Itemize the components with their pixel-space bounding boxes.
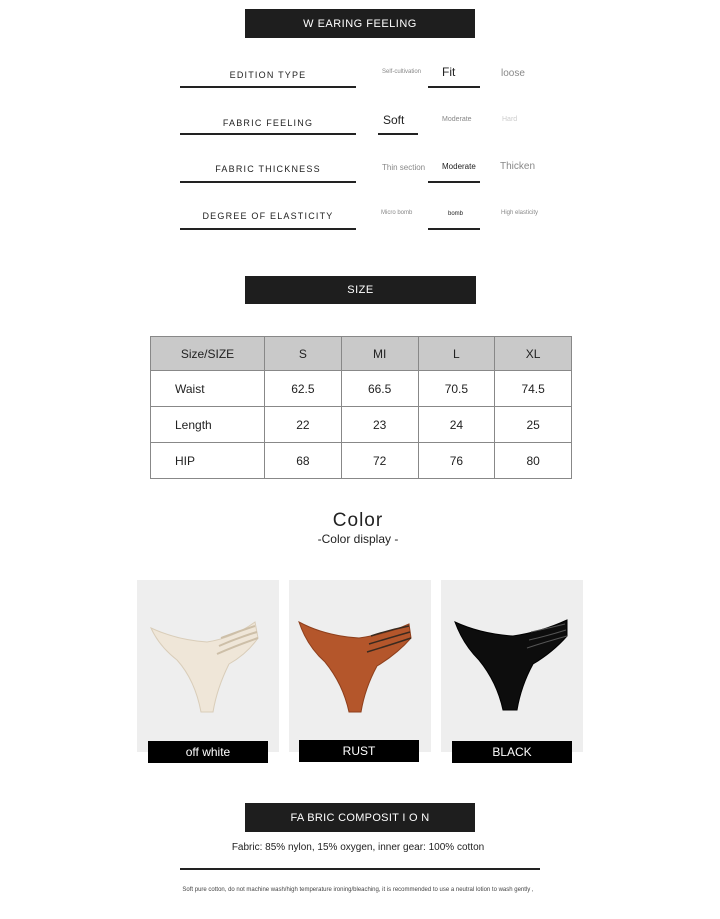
attr-label-degree-of-elasticity: DEGREE OF ELASTICITY [202,211,334,221]
option-underline [428,181,480,183]
option-thin-section: Thin section [382,163,426,172]
attr-label-fabric-thickness: FABRIC THICKNESS [215,164,321,174]
wearing-feeling-title: W EARING FEELING [303,17,417,30]
care-note: Soft pure cotton, do not machine wash/high temperature ironing/bleaching, it is recommended to use a neutral lotion to wash gently , [182,887,534,893]
table-cell: 72 [341,443,418,479]
table-row [151,443,572,479]
table-row [151,371,572,407]
table-cell: 23 [341,407,418,443]
table-cell: 24 [418,407,495,443]
briefs-shape [299,622,411,712]
size-banner [245,276,476,304]
attr-underline [180,228,356,230]
product-image-rust[interactable] [289,580,431,752]
size-header: XL [495,337,572,371]
option-soft: Soft [383,113,405,127]
option-moderate: Moderate [442,116,472,123]
option-underline [428,86,480,88]
size-title: SIZE [347,284,374,296]
option-loose: loose [501,68,525,79]
size-header: S [265,337,342,371]
table-cell: 80 [495,443,572,479]
briefs-rust-image [289,580,431,752]
table-cell: 66.5 [341,371,418,407]
option-bomb: bomb [448,211,464,217]
option-hard: Hard [502,116,518,123]
option-micro-bomb: Micro bomb [381,210,413,216]
wearing-feeling-banner [245,9,475,38]
option-underline [428,228,480,230]
table-cell: 74.5 [495,371,572,407]
table-cell: 76 [418,443,495,479]
option-high-elasticity: High elasticity [501,210,539,216]
row-label-waist: Waist [151,371,265,407]
attr-underline [180,133,356,135]
option-thicken: Thicken [500,161,536,172]
fabric-composition-banner [245,803,475,832]
product-image-off-white[interactable] [137,580,279,752]
briefs-black-image [441,580,583,752]
color-label-off-white: off white [148,741,268,763]
option-moderate: Moderate [442,162,476,171]
table-row [151,407,572,443]
option-underline [378,133,418,135]
color-label-black: BLACK [452,741,572,763]
fabric-composition-title: FA BRIC COMPOSIT I O N [290,811,430,824]
table-cell: 62.5 [265,371,342,407]
table-cell: 22 [265,407,342,443]
row-label-length: Length [151,407,265,443]
size-table-header-row [151,337,572,371]
option-self-cultivation: Self-cultivation [382,69,422,75]
attr-label-fabric-feeling: FABRIC FEELING [222,118,314,128]
divider [180,868,540,870]
size-header: L [418,337,495,371]
size-header: Size/SIZE [151,337,265,371]
option-fit: Fit [442,65,456,79]
table-cell: 70.5 [418,371,495,407]
attr-label-edition-type: EDITION TYPE [229,70,307,80]
attr-underline [180,181,356,183]
fabric-composition-text: Fabric: 85% nylon, 15% oxygen, inner gear: 100% cotton [231,842,485,853]
attr-underline [180,86,356,88]
briefs-shape [455,620,567,710]
color-subtitle: -Color display - [317,532,399,546]
size-table [150,336,572,479]
color-label-rust: RUST [299,740,419,762]
product-image-black[interactable] [441,580,583,752]
color-title: Color [332,510,384,531]
row-label-hip: HIP [151,443,265,479]
table-cell: 68 [265,443,342,479]
briefs-off-white-image [137,580,279,752]
size-header: MI [341,337,418,371]
table-cell: 25 [495,407,572,443]
briefs-shape [151,622,258,712]
